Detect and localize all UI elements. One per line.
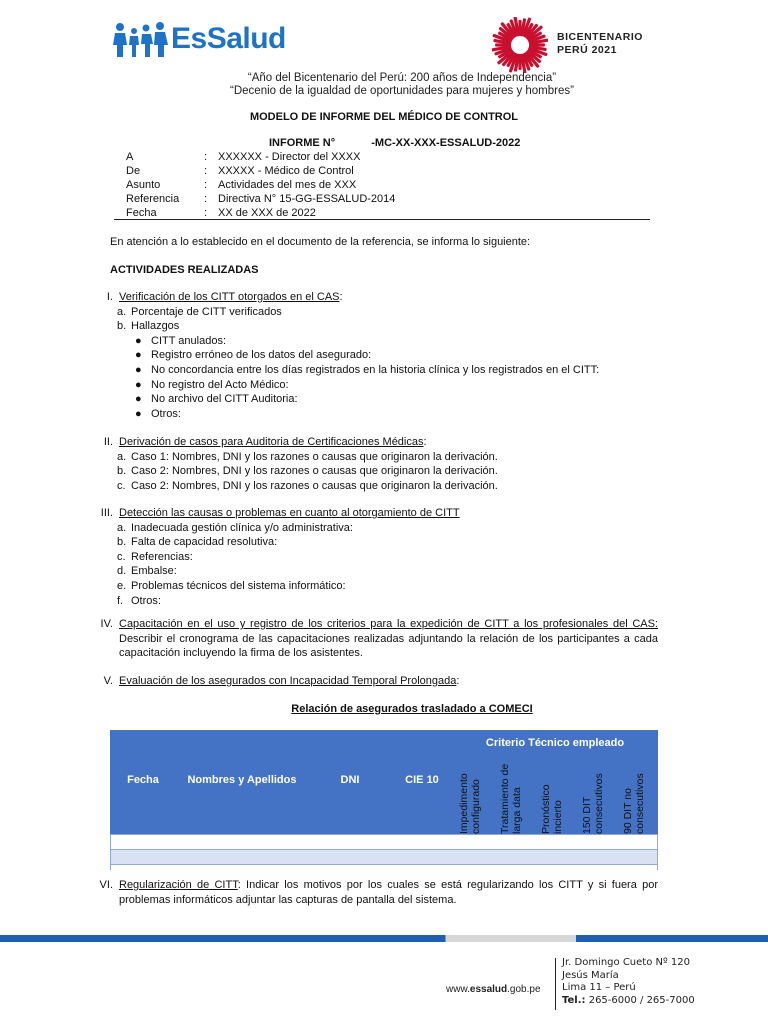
list-item: ● CITT anulados: bbox=[135, 334, 227, 347]
activities-heading: ACTIVIDADES REALIZADAS bbox=[110, 264, 259, 276]
col-pronostico: Pronóstico incierto bbox=[540, 784, 564, 834]
col-90-dit: 90 DIT no consecutivos bbox=[622, 773, 646, 834]
website-link[interactable]: www.essalud.gob.pe bbox=[446, 984, 541, 995]
family-icon bbox=[113, 22, 171, 58]
col-cie10: CIE 10 bbox=[405, 774, 439, 786]
section-1: I. Verificación de los CITT otorgados en el CAS: a. Porcentaje de CITT verificados b. Hallazgos ● CITT anulados: ● Registro erróneo de los datos del asegurado: ● No concordancia entre los días registrados en la historia clínica y los registrados en el CITT: ● No registro del Acto Médico: ● No archivo del CITT Auditoria: ● Otros: bbox=[95, 290, 599, 421]
list-item: ● Otros: bbox=[135, 407, 181, 420]
table-row bbox=[110, 849, 658, 865]
group-header: Criterio Técnico empleado bbox=[485, 737, 625, 749]
section-4-text: Describir el cronograma de las capacitaciones realizadas adjuntando la relación de los participantes a cada capacitación incluyendo la firma de los asistentes. bbox=[119, 632, 658, 660]
list-item: e. Problemas técnicos del sistema informático: bbox=[117, 579, 346, 592]
list-item: ● No registro del Acto Médico: bbox=[135, 378, 289, 391]
list-item: d. Embalse: bbox=[117, 565, 177, 578]
section-2-title: Derivación de casos para Auditoria de Certificaciones Médicas bbox=[119, 436, 424, 448]
essalud-logo bbox=[113, 18, 286, 60]
section-6: VI. Regularización de CITT: Indicar los motivos por los cuales se está regularizando los CITT y si fuera por problemas informáticos adjuntar las capturas de pantalla del sistema. bbox=[99, 879, 658, 906]
memo-row-subject: Asunto : Actividades del mes de XXX bbox=[126, 179, 357, 191]
memo-row-reference: Referencia : Directiva N° 15-GG-ESSALUD-2014 bbox=[126, 193, 396, 205]
bicentenario-line2: PERÚ 2021 bbox=[557, 44, 617, 56]
list-item: b. Falta de capacidad resolutiva: bbox=[117, 536, 278, 549]
col-dni: DNI bbox=[340, 774, 360, 786]
table-title: Relación de asegurados trasladado a COMECI bbox=[291, 703, 533, 715]
table-row bbox=[110, 834, 658, 850]
section-4: IV. Capacitación en el uso y registro de los criterios para la expedición de CITT a los profesionales del CAS: Describir el cronograma de las capacitaciones realizadas adjuntando la relación de los participantes a cada capacitación incluyendo la firma de los asistentes. bbox=[100, 618, 658, 660]
list-item: ● No archivo del CITT Auditoria: bbox=[135, 393, 298, 406]
footer-address: Jr. Domingo Cueto Nº 120 Jesús María Lima 11 – Perú Tel.: 265-6000 / 265-7000 bbox=[562, 957, 695, 1006]
informe-number bbox=[269, 137, 520, 149]
intro-paragraph: En atención a lo establecido en el documento de la referencia, se informa lo siguiente: bbox=[110, 236, 531, 248]
section-5-title: Evaluación de los asegurados con Incapacidad Temporal Prolongada bbox=[119, 675, 457, 687]
footer-divider bbox=[555, 958, 556, 1010]
section-3-title: Detección las causas o problemas en cuanto al otorgamiento de CITT bbox=[119, 507, 460, 519]
col-fecha: Fecha bbox=[127, 774, 159, 786]
col-impedimento: Impedimento configurado bbox=[458, 773, 482, 834]
section-6-title: Regularización de CITT bbox=[119, 879, 238, 891]
section-3: III. Detección las causas o problemas en cuanto al otorgamiento de CITT a. Inadecuada gestión clínica y/o administrativa: b. Falta de capacidad resolutiva: c. Referencias: d. Embalse: e. Problemas técnicos del sistema informático: f. Otros: bbox=[95, 506, 460, 608]
section-2: II. Derivación de casos para Auditoria de Certificaciones Médicas: a. Caso 1: Nombres, DNI y los razones o causas que originaron la derivación. b. Caso 2: Nombres, DNI y los razones o causas que originaron la derivación. c. Caso 2: Nombres, DNI y los razones o causas que originaron la derivación. bbox=[95, 435, 498, 493]
list-item: c. Caso 2: Nombres, DNI y los razones o causas que originaron la derivación. bbox=[117, 479, 498, 492]
logo-wordmark: EsSalud bbox=[171, 22, 286, 55]
motto-line-2: “Decenio de la igualdad de oportunidades para mujeres y hombres” bbox=[230, 85, 574, 97]
section-1-title: Verificación de los CITT otorgados en el CAS bbox=[119, 291, 340, 303]
section-6-text: : Indicar los motivos por los cuales se está regularizando los CITT y si fuera por problemas informáticos adjuntar las capturas de pantalla del sistema. bbox=[119, 879, 658, 906]
col-nombres: Nombres y Apellidos bbox=[187, 774, 297, 786]
section-5: V. Evaluación de los asegurados con Incapacidad Temporal Prolongada: bbox=[103, 675, 460, 687]
header-divider bbox=[114, 219, 650, 220]
col-150-dit: 150 DIT consecutivos bbox=[581, 773, 605, 834]
section-4-title: Capacitación en el uso y registro de los criterios para la expedición de CITT a los profesionales del CAS: bbox=[119, 618, 658, 630]
motto-line-1: “Año del Bicentenario del Perú: 200 años de Independencia” bbox=[247, 72, 557, 84]
footer-bar bbox=[0, 935, 768, 942]
informe-code: -MC-XX-XXX-ESSALUD-2022 bbox=[371, 137, 521, 149]
bicentenario-label bbox=[557, 31, 643, 57]
document-title: MODELO DE INFORME DEL MÉDICO DE CONTROL bbox=[249, 111, 519, 123]
memo-row-to: A : XXXXXX - Director del XXXX bbox=[126, 151, 361, 163]
list-item: a. Inadecuada gestión clínica y/o administrativa: bbox=[117, 521, 353, 534]
memo-row-from: De : XXXXX - Médico de Control bbox=[126, 165, 354, 177]
list-item: c. Referencias: bbox=[117, 550, 193, 563]
memo-header bbox=[126, 150, 650, 220]
comeci-table bbox=[110, 730, 658, 870]
bicentenario-line1: BICENTENARIO bbox=[557, 31, 643, 43]
table-row bbox=[110, 864, 658, 870]
list-item: b. Caso 2: Nombres, DNI y los razones o causas que originaron la derivación. bbox=[117, 465, 498, 478]
list-item: a. Caso 1: Nombres, DNI y los razones o causas que originaron la derivación. bbox=[117, 450, 498, 463]
list-item: ● Registro erróneo de los datos del asegurado: bbox=[135, 349, 372, 362]
col-tratamiento: Tratamiento de larga data bbox=[499, 763, 523, 834]
list-item: f. Otros: bbox=[117, 594, 161, 607]
memo-row-date: Fecha : XX de XXX de 2022 bbox=[126, 207, 316, 219]
informe-label: INFORME N° bbox=[269, 137, 336, 149]
list-item: ● No concordancia entre los días registrados en la historia clínica y los registrados en el CITT: bbox=[135, 363, 600, 376]
bicentenario-emblem-icon bbox=[492, 17, 548, 73]
